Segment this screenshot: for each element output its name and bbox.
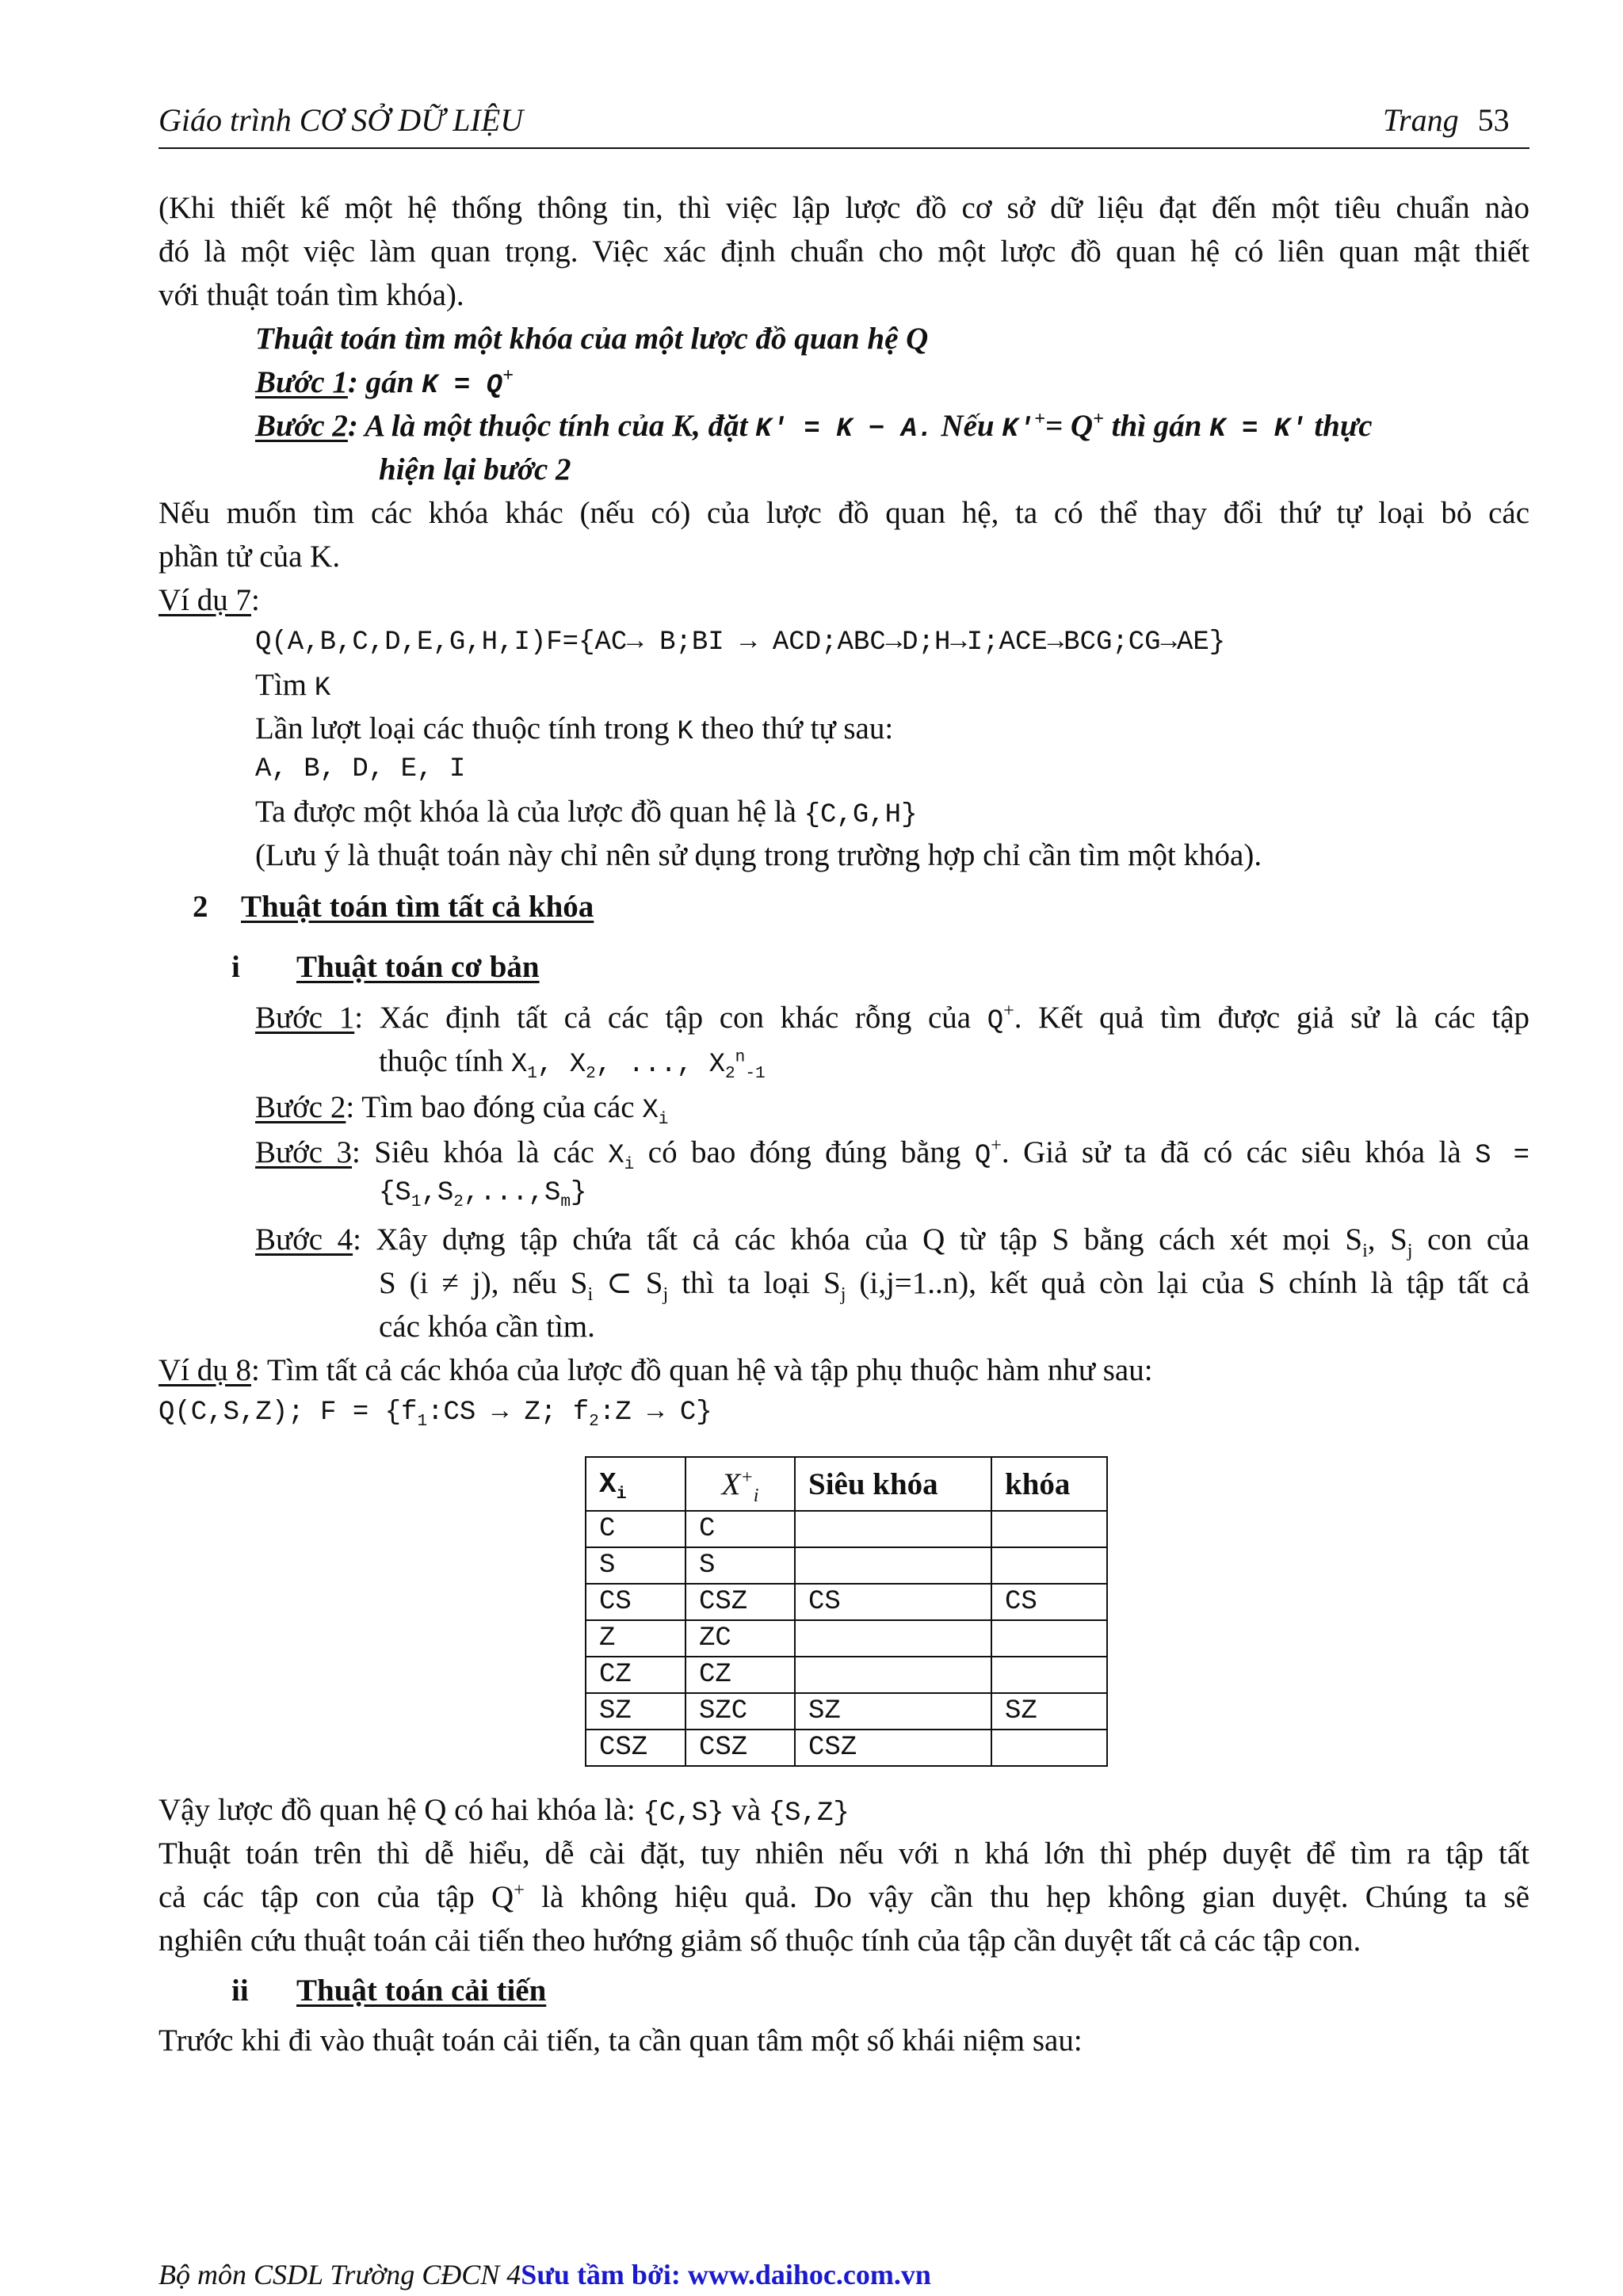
footer <box>158 2258 931 2291</box>
section2-title: Thuật toán tìm tất cả khóa <box>241 890 594 924</box>
table-row: Z ZC <box>586 1620 1107 1657</box>
example7-order: Lần lượt loại các thuộc tính trong K theo thứ tự sau: <box>255 711 894 747</box>
table-row: CS CSZ CS CS <box>586 1584 1107 1620</box>
basic-step3: Bước 3: Siêu khóa là các $X_i$ có bao đóng đúng bằng Q+. Giả sử ta đã có các siêu khóa là S = <box>255 1135 1529 1174</box>
algo1-step2-label: Bước 2 <box>255 409 348 443</box>
other-keys-line-2: phần tử của K. <box>158 540 341 574</box>
conclusion-line-1: Thuật toán trên thì dễ hiểu, dễ cài đặt, tuy nhiên nếu với n khá lớn thì phép duyệt để tìm ra tập tất <box>158 1836 1529 1871</box>
intro-line-1: (Khi thiết kế một hệ thống thông tin, thì việc lập lược đồ cơ sở dữ liệu đạt đến một tiêu chuẩn nào <box>158 191 1529 225</box>
algo1-step1: Bước 1: gán K = Q+ <box>255 364 514 401</box>
conclusion-line-2: cả các tập con của tập Q+ là không hiệu quả. Do vậy cần thu hẹp không gian duyệt. Chúng ta sẽ <box>158 1879 1530 1914</box>
example8-label: Ví dụ 8 <box>158 1353 251 1387</box>
footer-dept: Bộ môn CSDL Trường CĐCN 4 <box>158 2259 521 2290</box>
header-title: Giáo trình CƠ SỞ DỮ LIỆU <box>158 102 524 138</box>
table-row: SZ SZC SZ SZ <box>586 1693 1107 1730</box>
basic-step1-cont: thuộc tính $X_1$, $X_2$, ..., $X_2^n_{-1}$ <box>379 1044 766 1083</box>
example7-order-list: A, B, D, E, I <box>255 754 466 784</box>
section2-number: 2 <box>193 890 208 924</box>
basic-step1-label: Bước 1 <box>255 1001 355 1035</box>
basic-step3-label: Bước 3 <box>255 1135 353 1169</box>
header-rule <box>158 147 1529 149</box>
other-keys-line-1: Nếu muốn tìm các khóa khác (nếu có) của lược đồ quan hệ, ta có thể thay đổi thứ tự loại bỏ các <box>158 496 1529 530</box>
example8-schema: Q(C,S,Z); $F = \{f_1:CS \to Z$; $f_2:Z \to C$} <box>158 1398 712 1431</box>
conclusion-keys: Vậy lược đồ quan hệ Q có hai khóa là: {C,S} và {S,Z} <box>158 1793 850 1829</box>
example7-find: Tìm K <box>255 668 331 704</box>
example7-heading: Ví dụ 7: <box>158 583 260 617</box>
basic-step1: Bước 1: Xác định tất cả các tập con khác rỗng của Q+. Kết quả tìm được giả sử là các tập <box>255 1000 1530 1036</box>
basic-step2: Bước 2: Tìm bao đóng của các $X_i$ <box>255 1090 669 1129</box>
example7-label: Ví dụ 7 <box>158 583 251 617</box>
sub-ii-title: Thuật toán cải tiến <box>296 1974 547 2008</box>
th-xi-closure: $X^+_i$ <box>685 1457 795 1511</box>
th-superkey: Siêu khóa <box>795 1457 991 1511</box>
basic-step4-label: Bước 4 <box>255 1222 353 1257</box>
basic-step4: Bước 4: Xây dựng tập chứa tất cả các khóa của Q từ tập S bằng cách xét mọi $S_i$, $S_j$ con của <box>255 1222 1529 1261</box>
sub-ii-number: ii <box>231 1974 249 2008</box>
closure-table <box>585 1456 1108 1767</box>
basic-step2-label: Bước 2 <box>255 1090 346 1124</box>
example7-result: Ta được một khóa là của lược đồ quan hệ là {C,G,H} <box>255 795 918 830</box>
sub-i-number: i <box>231 950 240 984</box>
basic-step4-end: các khóa cần tìm. <box>379 1310 595 1344</box>
table-header-row <box>586 1457 1107 1511</box>
table-row: S S <box>586 1547 1107 1584</box>
table-row: CZ CZ <box>586 1657 1107 1693</box>
page-number: 53 <box>1477 102 1510 138</box>
th-xi: $X_i$ <box>586 1457 685 1511</box>
page-label: Trang <box>1383 102 1459 138</box>
table-row: CSZ CSZ CSZ <box>586 1730 1107 1766</box>
basic-step4-cont: S (i ≠ j), nếu $S_i$ ⊂ $S_j$ thì ta loại $S_j$ (i,j=1..n), kết quả còn lại của S chính là tập tất cả <box>379 1266 1530 1305</box>
algo1-title: Thuật toán tìm một khóa của một lược đồ quan hệ Q <box>255 322 929 356</box>
algo1-step2: Bước 2: A là một thuộc tính của K, đặt K′ = K − A. Nếu K′+= Q+ thì gán K = K' thực <box>255 408 1373 444</box>
table-row: C C <box>586 1511 1107 1547</box>
algo1-step1-label: Bước 1 <box>255 365 348 399</box>
example7-note: (Lưu ý là thuật toán này chỉ nên sử dụng trong trường hợp chỉ cần tìm một khóa). <box>255 838 1262 872</box>
example7-schema: Q(A,B,C,D,E,G,H,I)F={AC→ B;BI → ACD;ABC→D;H→I;ACE→BCG;CG→AE} <box>255 627 1226 658</box>
conclusion-line-3: nghiên cứu thuật toán cải tiến theo hướng giảm số thuộc tính của tập cần duyệt tất cả các tập con. <box>158 1924 1361 1958</box>
th-key: khóa <box>991 1457 1107 1511</box>
basic-step3-set: $\{S_1,S_2,...,S_m\}$ <box>379 1178 587 1211</box>
intro-line-3: với thuật toán tìm khóa). <box>158 278 464 312</box>
algo1-step2-cont: hiện lại bước 2 <box>379 452 571 486</box>
intro-line-2: đó là một việc làm quan trọng. Việc xác định chuẩn cho một lược đồ quan hệ có liên quan mật thiết <box>158 235 1529 269</box>
sub-i-title: Thuật toán cơ bản <box>296 950 540 984</box>
final-text: Trước khi đi vào thuật toán cải tiến, ta cần quan tâm một số khái niệm sau: <box>158 2023 1083 2058</box>
footer-source-link[interactable]: Sưu tầm bởi: www.daihoc.com.vn <box>521 2259 931 2290</box>
header-page <box>1383 101 1510 139</box>
example8-heading: Ví dụ 8: Tìm tất cả các khóa của lược đồ quan hệ và tập phụ thuộc hàm như sau: <box>158 1353 1153 1387</box>
